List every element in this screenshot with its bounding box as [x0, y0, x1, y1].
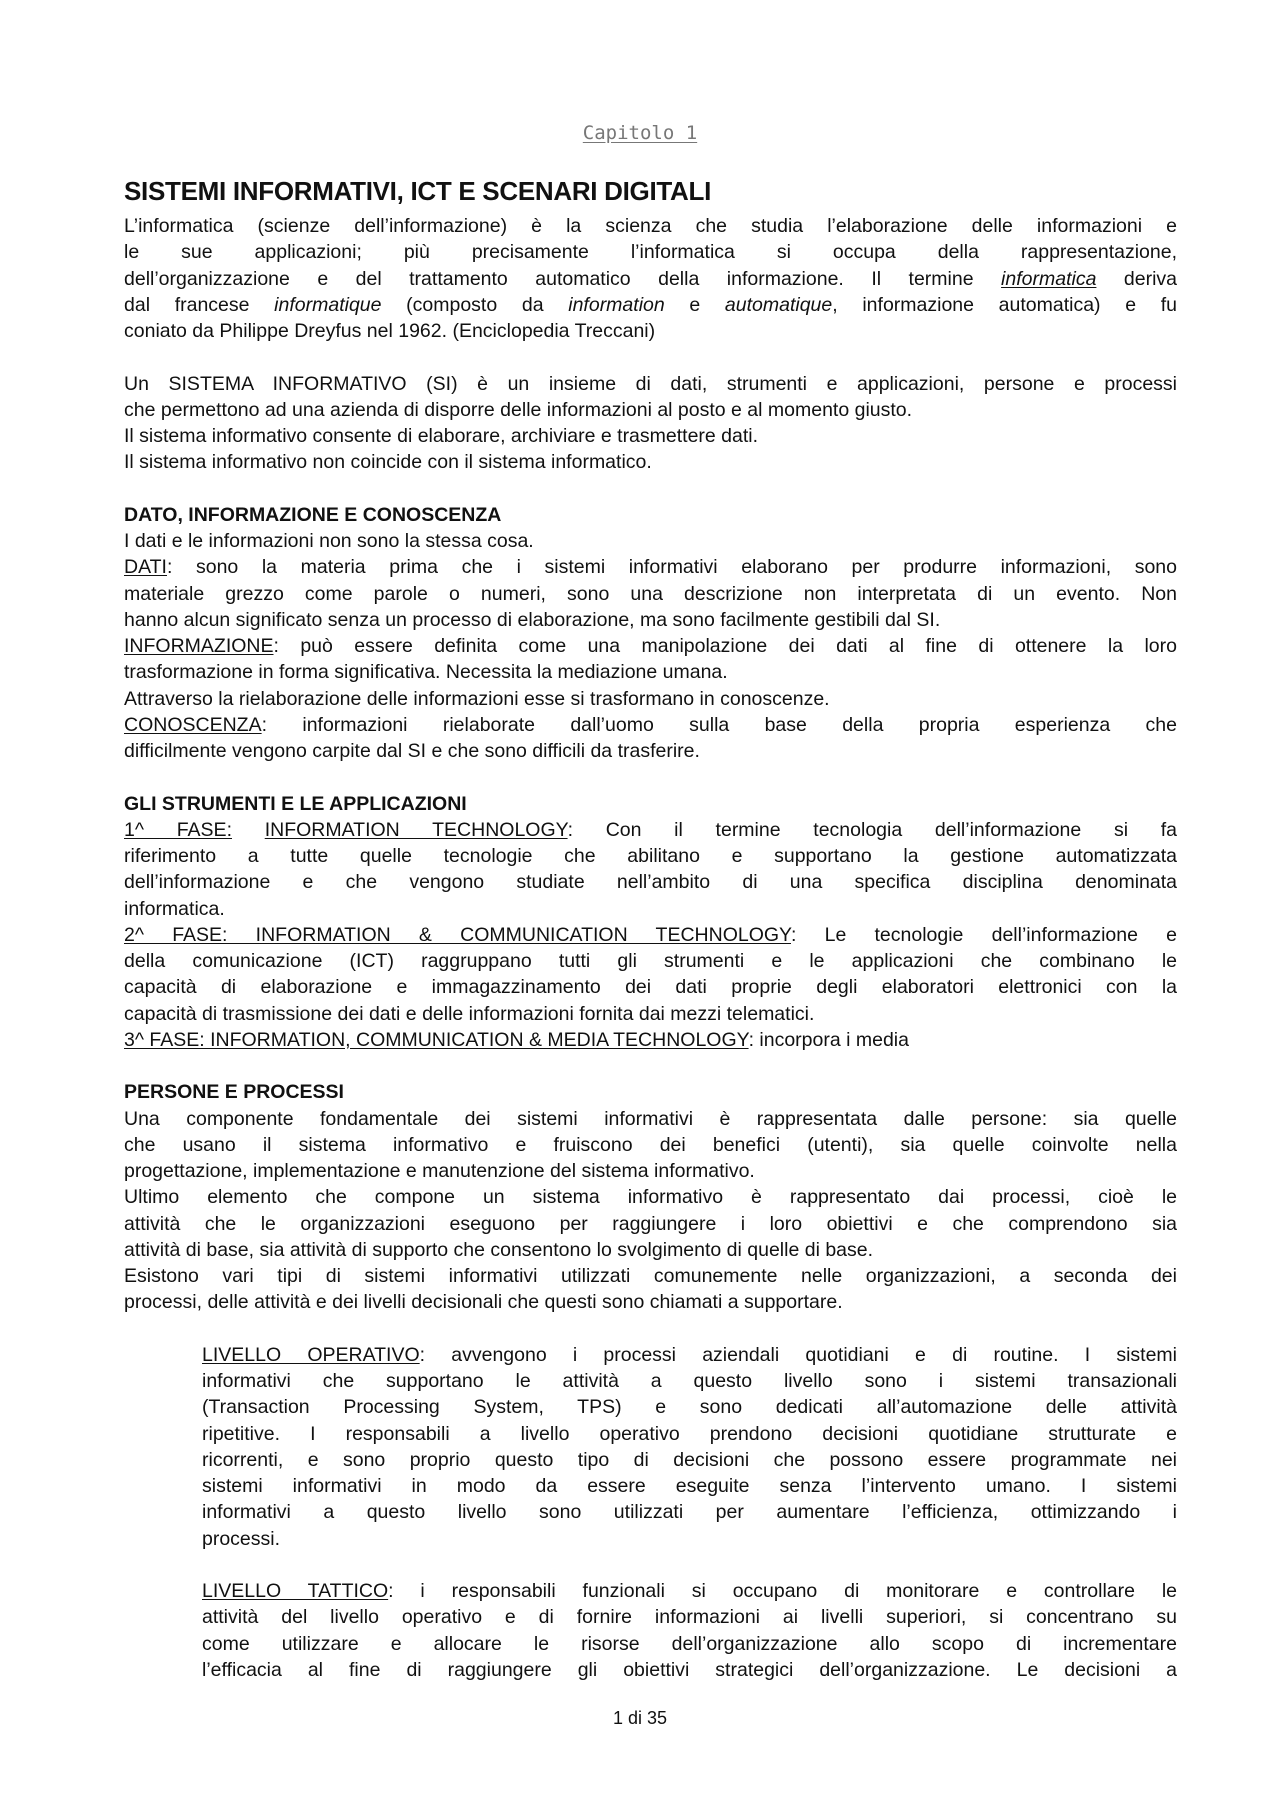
blank-line: [124, 764, 1177, 790]
text-line: [124, 869, 1177, 895]
text-line: [124, 738, 1177, 764]
underlined-term: LIVELLO OPERATIVO: [202, 1343, 420, 1366]
section-heading: [124, 502, 1177, 528]
document-body: [124, 213, 1177, 1683]
italic-term: automatique: [724, 293, 833, 316]
text-segment: DATO, INFORMAZIONE E CONOSCENZA: [124, 503, 502, 526]
text-line: [202, 1631, 1177, 1657]
text-segment: Ultimo elemento che compone un sistema informativo è rappresentato dai processi, cioè le: [124, 1186, 1177, 1209]
text-segment: : può essere definita come una manipolazione dei dati al fine di ottenere la loro: [273, 635, 1177, 657]
text-segment: L’informatica (scienze dell’informazione) è la scienza che studia l’elaborazione delle informazioni e: [124, 215, 1177, 237]
text-segment: progettazione, implementazione e manutenzione del sistema informativo.: [124, 1160, 755, 1182]
underlined-term: CONOSCENZA: [124, 713, 262, 736]
text-segment: Attraverso la rielaborazione delle informazioni esse si trasformano in conoscenze.: [124, 687, 830, 710]
text-segment: ripetitive. I responsabili a livello operativo prendono decisioni quotidiane strutturate e: [202, 1422, 1177, 1445]
text-segment: hanno alcun significato senza un processo di elaborazione, ma sono facilmente gestibili dal SI.: [124, 608, 941, 631]
text-segment: sistemi informativi in modo da essere eseguite senza l’intervento umano. I sistemi: [202, 1475, 1177, 1497]
text-line: [124, 318, 1177, 344]
blank-line: [124, 476, 1177, 502]
section-heading: [124, 1079, 1177, 1105]
text-segment: informativi a questo livello sono utilizzati per aumentare l’efficienza, ottimizzando i: [202, 1501, 1177, 1524]
text-segment: : i responsabili funzionali si occupano di monitorare e controllare le: [388, 1580, 1177, 1602]
text-segment: dell’informazione e che vengono studiate nell’ambito di una specifica disciplina denominata: [124, 871, 1177, 894]
page-title: SISTEMI INFORMATIVI, ICT E SCENARI DIGITALI: [124, 176, 712, 206]
text-segment: difficilmente vengono carpite dal SI e che sono difficili da trasferire.: [124, 740, 700, 762]
text-line: [124, 1158, 1177, 1184]
text-line: [202, 1604, 1177, 1630]
text-segment: deriva: [1096, 267, 1178, 290]
blank-line: [124, 1552, 1177, 1578]
text-line: [202, 1526, 1177, 1552]
text-segment: , informazione automatica) e fu: [832, 293, 1177, 316]
text-segment: coniato da Philippe Dreyfus nel 1962. (Enciclopedia Treccani): [124, 320, 656, 342]
text-line: [124, 1132, 1177, 1158]
text-line: [124, 896, 1177, 922]
text-segment: : incorpora i media: [748, 1028, 909, 1051]
text-line: [124, 1001, 1177, 1027]
text-line: [124, 1237, 1177, 1263]
text-segment: dal francese: [124, 293, 275, 316]
text-line: [202, 1447, 1177, 1473]
text-segment: Una componente fondamentale dei sistemi informativi è rappresentata dalle persone: sia quelle: [124, 1107, 1177, 1130]
text-line: [124, 659, 1177, 685]
text-segment: attività di base, sia attività di supporto che consentono lo svolgimento di quelle di base.: [124, 1238, 874, 1261]
italic-term: informatique: [274, 293, 382, 316]
text-segment: Un SISTEMA INFORMATIVO (SI) è un insieme di dati, strumenti e applicazioni, persone e processi: [124, 372, 1177, 395]
text-line: [124, 423, 1177, 449]
text-line: [124, 633, 1177, 659]
text-line: [124, 292, 1177, 318]
underlined-term: informatica: [1001, 267, 1097, 290]
text-segment: (composto da: [381, 293, 569, 316]
text-line: [202, 1578, 1177, 1604]
text-segment: l’efficacia al fine di raggiungere gli obiettivi strategici dell’organizzazione. Le decisioni a: [202, 1658, 1177, 1681]
text-segment: processi, delle attività e dei livelli decisionali che questi sono chiamati a supportare.: [124, 1291, 843, 1314]
text-segment: (Transaction Processing System, TPS) e sono dedicati all’automazione delle attività: [202, 1396, 1177, 1419]
text-segment: che permettono ad una azienda di disporre delle informazioni al posto e al momento giusto.: [124, 398, 913, 421]
text-line: [124, 239, 1177, 265]
text-line: [124, 948, 1177, 974]
text-segment: : Le tecnologie dell’informazione e: [790, 923, 1177, 946]
text-line: [124, 607, 1177, 633]
text-line: [124, 817, 1177, 843]
text-line: [202, 1368, 1177, 1394]
text-line: [124, 397, 1177, 423]
text-segment: processi.: [202, 1527, 281, 1550]
text-line: [124, 371, 1177, 397]
chapter-label: [0, 122, 1280, 144]
text-segment: le sue applicazioni; più precisamente l’informatica si occupa della rappresentazione,: [124, 241, 1177, 264]
text-segment: attività che le organizzazioni eseguono per raggiungere i loro obiettivi e che comprendono sia: [124, 1212, 1177, 1235]
text-segment: : informazioni rielaborate dall’uomo sulla base della propria esperienza che: [261, 713, 1177, 736]
text-line: [202, 1499, 1177, 1525]
text-line: [124, 1106, 1177, 1132]
text-segment: e: [664, 293, 725, 316]
section-heading: [124, 791, 1177, 817]
text-line: [124, 266, 1177, 292]
underlined-term: 1^ FASE:: [124, 818, 232, 841]
text-line: [124, 922, 1177, 948]
text-segment: che usano il sistema informativo e fruiscono dei benefici (utenti), sia quelle coinvolte nella: [124, 1133, 1177, 1156]
text-line: [124, 712, 1177, 738]
text-segment: GLI STRUMENTI E LE APPLICAZIONI: [124, 792, 467, 815]
text-segment: ricorrenti, e sono proprio questo tipo di decisioni che possono essere programmate nei: [202, 1448, 1177, 1471]
text-segment: dell’organizzazione e del trattamento automatico della informazione. Il termine: [124, 267, 1002, 290]
text-segment: capacità di trasmissione dei dati e delle informazioni fornita dai mezzi telematici.: [124, 1002, 815, 1025]
blank-line: [124, 344, 1177, 370]
text-segment: informativi che supportano le attività a questo livello sono i sistemi transazionali: [202, 1370, 1177, 1392]
underlined-term: INFORMAZIONE: [124, 635, 274, 657]
text-segment: Il sistema informativo non coincide con il sistema informatico.: [124, 451, 652, 474]
underlined-term: 3^ FASE: INFORMATION, COMMUNICATION & MEDIA TECHNOLOGY: [124, 1028, 749, 1051]
text-segment: come utilizzare e allocare le risorse dell’organizzazione allo scopo di incrementare: [202, 1632, 1177, 1655]
text-line: [124, 1263, 1177, 1289]
underlined-term: 2^ FASE: INFORMATION & COMMUNICATION TECHNOLOGY: [124, 923, 791, 946]
italic-term: information: [568, 293, 665, 316]
text-line: [202, 1473, 1177, 1499]
text-segment: [232, 819, 265, 841]
text-line: [124, 581, 1177, 607]
page-number: 1 di 35: [612, 1708, 668, 1728]
text-segment: attività del livello operativo e di fornire informazioni ai livelli superiori, si concentrano su: [202, 1606, 1177, 1629]
text-segment: Esistono vari tipi di sistemi informativi utilizzati comunemente nelle organizzazioni, a seconda dei: [124, 1265, 1177, 1287]
text-line: [124, 1211, 1177, 1237]
text-segment: informatica.: [124, 897, 225, 920]
blank-line: [124, 1316, 1177, 1342]
text-segment: della comunicazione (ICT) raggruppano tutti gli strumenti e le applicazioni che combinano le: [124, 950, 1177, 972]
underlined-term: DATI: [124, 556, 167, 579]
text-line: [124, 554, 1177, 580]
text-line: [124, 1289, 1177, 1315]
text-line: [202, 1421, 1177, 1447]
text-segment: riferimento a tutte quelle tecnologie che abilitano e supportano la gestione automatizzata: [124, 845, 1177, 867]
text-segment: Il sistema informativo consente di elaborare, archiviare e trasmettere dati.: [124, 425, 759, 447]
text-line: [202, 1657, 1177, 1683]
text-line: [202, 1342, 1177, 1368]
text-line: [124, 974, 1177, 1000]
text-line: [124, 1184, 1177, 1210]
text-segment: : avvengono i processi aziendali quotidiani e di routine. I sistemi: [419, 1343, 1177, 1366]
text-segment: trasformazione in forma significativa. Necessita la mediazione umana.: [124, 661, 728, 684]
underlined-term: LIVELLO TATTICO: [202, 1580, 389, 1602]
underlined-term: INFORMATION TECHNOLOGY: [264, 818, 568, 841]
text-line: [124, 1027, 1177, 1053]
text-line: [124, 843, 1177, 869]
chapter-label-text: Capitolo 1: [582, 122, 698, 144]
text-line: [124, 528, 1177, 554]
text-segment: : Con il termine tecnologia dell’informazione si fa: [567, 818, 1178, 841]
text-line: [124, 213, 1177, 239]
text-line: [124, 449, 1177, 475]
blank-line: [124, 1053, 1177, 1079]
text-line: [124, 686, 1177, 712]
text-segment: capacità di elaborazione e immagazzinamento dei dati proprie degli elaboratori elettronici con la: [124, 976, 1177, 999]
text-segment: : sono la materia prima che i sistemi informativi elaborano per produrre informazioni, sono: [166, 556, 1177, 579]
text-segment: materiale grezzo come parole o numeri, sono una descrizione non interpretata di un evento. Non: [124, 582, 1177, 605]
text-segment: I dati e le informazioni non sono la stessa cosa.: [124, 530, 534, 552]
text-segment: PERSONE E PROCESSI: [124, 1081, 344, 1104]
text-line: [202, 1394, 1177, 1420]
